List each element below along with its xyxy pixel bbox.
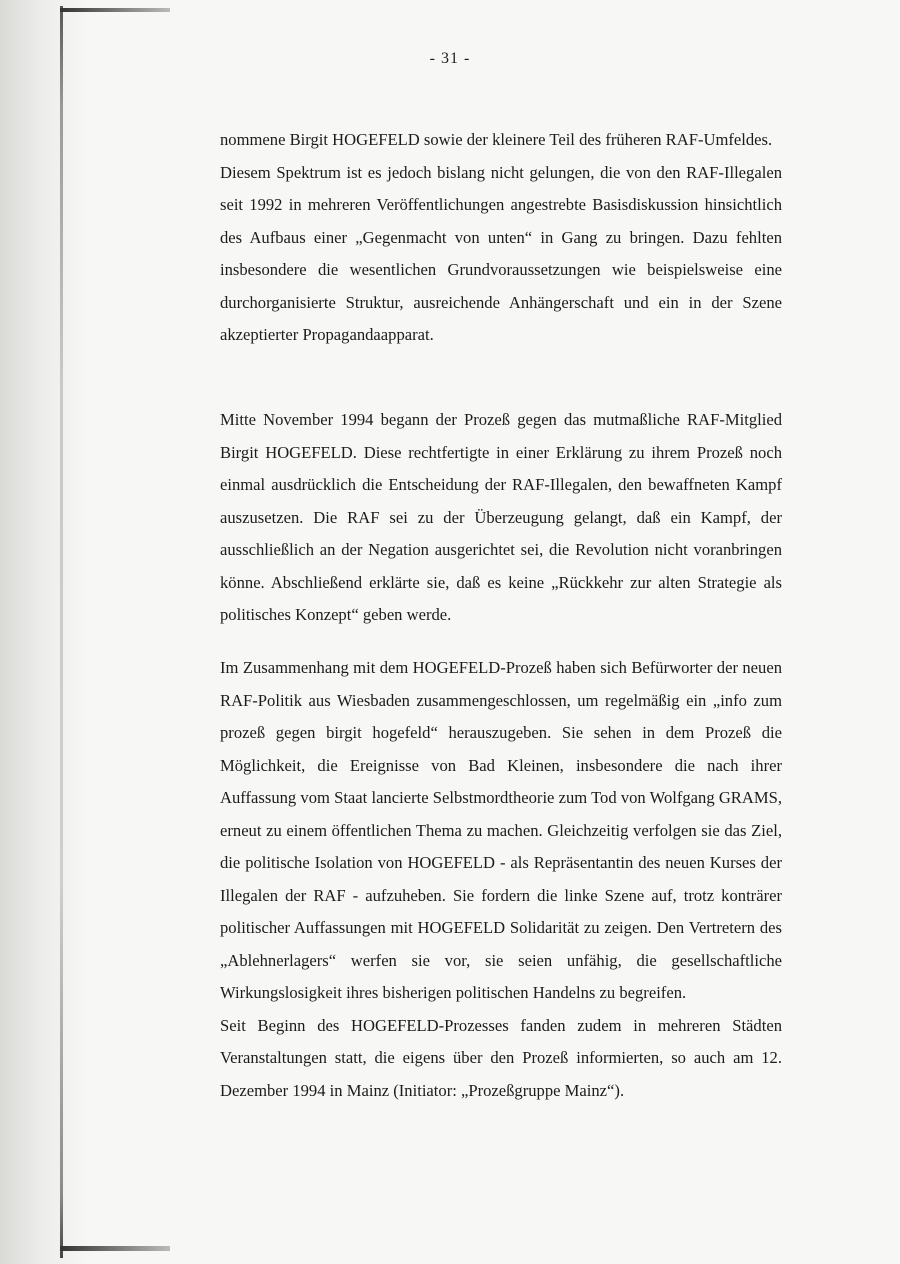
text-block-2 [220,404,782,632]
text-block-1 [220,124,782,352]
paragraph: Mitte November 1994 begann der Prozeß gegen das mutmaßliche RAF-Mitglied Birgit HOGEFELD. Diese rechtfertigte in einer Erklärung zu ihrem Prozeß noch einmal ausdrücklich die Entscheidung der RAF-Illegalen, den bewaffneten Kampf auszusetzen. Die RAF sei zu der Überzeugung gelangt, daß ein Kampf, der ausschließlich an der Negation ausgerichtet sei, die Revolution nicht voranbringen könne. Abschließend erklärte sie, daß es keine „Rückkehr zur alten Strategie als politisches Konzept“ geben werde. [220,410,782,624]
text-block-3 [220,652,782,1107]
scan-mark-bottom [60,1246,170,1251]
page-shadow [0,0,92,1264]
paragraph: Im Zusammenhang mit dem HOGEFELD-Prozeß haben sich Befürworter der neuen RAF-Politik aus Wiesbaden zusammengeschlossen, um regelmäßig ein „info zum prozeß gegen birgit hogefeld“ herauszugeben. Sie sehen in dem Prozeß die Möglichkeit, die Ereignisse von Bad Kleinen, insbesondere die nach ihrer Auffassung vom Staat lancierte Selbstmordtheorie zum Tod von Wolfgang GRAMS, erneut zu einem öffentlichen Thema zu machen. Gleichzeitig verfolgen sie das Ziel, die politische Isolation von HOGEFELD - als Repräsentantin des neuen Kurses der Illegalen der RAF - aufzuheben. Sie fordern die linke Szene auf, trotz konträrer politischer Auffassungen mit HOGEFELD Solidarität zu zeigen. Den Vertretern des „Ablehnerlagers“ werfen sie vor, sie seien unfähig, die gesellschaftliche Wirkungslosigkeit ihres bisherigen politischen Handelns zu begreifen. [220,658,782,1002]
binding-edge [60,6,63,1258]
paragraph: nommene Birgit HOGEFELD sowie der kleinere Teil des früheren RAF-Umfeldes. [220,130,773,149]
page-number: - 31 - [429,50,471,67]
paragraph: Diesem Spektrum ist es jedoch bislang nicht gelungen, die von den RAF-Illegalen seit 1992 in mehreren Veröffentlichungen angestrebte Basisdiskussion hinsichtlich des Aufbaus einer „Gegenmacht von unten“ in Gang zu bringen. Dazu fehlten insbesondere die wesentlichen Grundvoraussetzungen wie beispielsweise eine durchorganisierte Struktur, ausreichende Anhängerschaft und ein in der Szene akzeptierter Propagandaapparat. [220,162,782,344]
scan-mark-top [60,8,170,12]
paragraph: Seit Beginn des HOGEFELD-Prozesses fanden zudem in mehreren Städten Veranstaltungen statt, die eigens über den Prozeß informierten, so auch am 12. Dezember 1994 in Mainz (Initiator: „Prozeßgruppe Mainz“). [220,1015,782,1100]
